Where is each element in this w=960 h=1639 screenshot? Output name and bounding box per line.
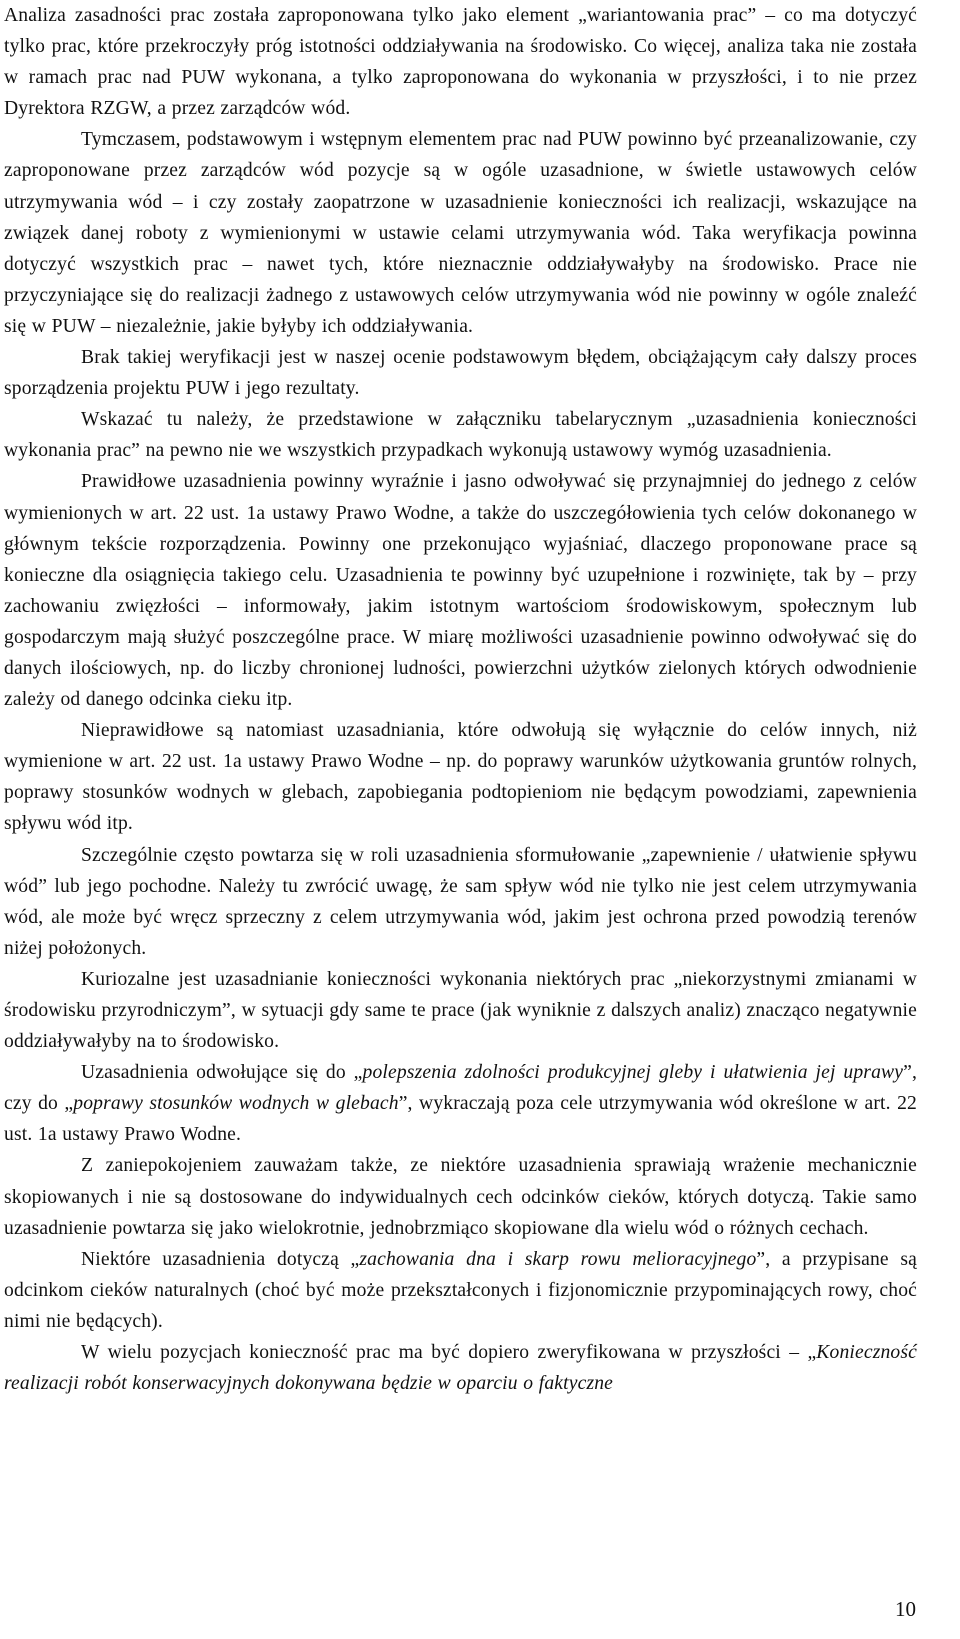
text-run: Uzasadnienia odwołujące się do „ <box>81 1062 363 1084</box>
paragraph <box>4 342 917 404</box>
italic-quote: Konieczność realizacji robót konserwacyjnych dokonywana będzie w oparciu o faktyczne <box>4 1342 917 1395</box>
text-run: Nieprawidłowe są natomiast uzasadniania, które odwołują się wyłącznie do celów innych, niż wymienione w art. 22 ust. 1a ustawy Prawo Wodne – np. do poprawy warunków użytkowania gruntów rolnych, poprawy stosunków wodnych w glebach, zapobiegania podtopieniom nie będącym powodziami, zapewnienia spływu wód itp. <box>4 720 917 835</box>
italic-quote: polepszenia zdolności produkcyjnej gleby i ułatwienia jej uprawy <box>362 1062 904 1084</box>
text-run: ”, a przypisane są odcinkom cieków naturalnych (choć być może przekształconych i fizjonomicznie przypominających rowy, choć nimi nie będących). <box>4 1248 917 1332</box>
text-run: Szczególnie często powtarza się w roli uzasadnienia sformułowanie „zapewnienie / ułatwienie spływu wód” lub jego pochodne. Należy tu zwrócić uwagę, że sam spływ wód nie tylko nie jest celem utrzymywania wód, ale może być wręcz sprzeczny z celem utrzymywania wód, jakim jest ochrona przed powodzią terenów niżej położonych. <box>4 844 917 959</box>
paragraph <box>4 840 917 964</box>
paragraph <box>4 964 917 1057</box>
italic-quote: zachowania dna i skarp rowu melioracyjnego <box>359 1248 757 1270</box>
text-run: Prawidłowe uzasadnienia powinny wyraźnie i jasno odwoływać się przynajmniej do jednego z celów wymienionych w art. 22 ust. 1a ustawy Prawo Wodne, a także do uszczegółowienia tych celów dokonanego w głównym tekście rozporządzenia. Powinny one przekonująco wyjaśniać, dlaczego proponowane prace są konieczne dla osiągnięcia takiego celu. Uzasadnienia te powinny być uzupełnione i rozwinięte, tak by – przy zachowaniu zwięzłości – informowały, jakim istotnym wartościom środowiskowym, społecznym lub gospodarczym mają służyć poszczególne prace. W miarę możliwości uzasadnienie powinno odwoływać się do danych ilościowych, np. do liczby chronionej ludności, powierzchni użytków zielonych których odwodnienie zależy od danego odcinka cieku itp. <box>4 471 917 711</box>
paragraph <box>4 466 917 715</box>
text-run: Z zaniepokojeniem zauważam także, ze niektóre uzasadnienia sprawiają wrażenie mechanicznie skopiowanych i nie są dostosowane do indywidualnych cech odcinków cieków, których dotyczą. Takie samo uzasadnienie powtarza się jako wielokrotnie, jednobrzmiąco skopiowane dla wielu wód o różnych cechach. <box>4 1155 917 1239</box>
text-run: Kuriozalne jest uzasadnianie konieczności wykonania niektórych prac „niekorzystnymi zmianami w środowisku przyrodniczym”, w sytuacji gdy same te prace (jak wyniknie z dalszych analiz) znacząco negatywnie oddziaływałyby na to środowisko. <box>4 968 917 1053</box>
paragraph <box>4 1057 917 1150</box>
paragraph <box>4 715 917 839</box>
paragraph <box>4 0 917 124</box>
paragraph <box>4 1244 917 1337</box>
document-body <box>4 0 917 1399</box>
text-run: ”, wykraczają poza cele utrzymywania wód określone w art. 22 ust. 1a ustawy Prawo Wodne. <box>4 1093 918 1146</box>
text-run: Tymczasem, podstawowym i wstępnym elementem prac nad PUW powinno być przeanalizowanie, czy zaproponowane przez zarządców wód pozycje są w ogóle uzasadnione, w świetle ustawowych celów utrzymywania wód – i czy zostały zaopatrzone w uzasadnienie konieczności ich realizacji, wskazujące na związek danej roboty z wymienionymi w ustawie celami utrzymywania wód. Taka weryfikacja powinna dotyczyć wszystkich prac – nawet tych, które nieznacznie oddziaływałyby na środowisko. Prace nie przyczyniające się do realizacji żadnego z ustawowych celów utrzymywania wód nie powinny w ogóle znaleźć się w PUW – niezależnie, jakie byłyby ich oddziaływania. <box>4 129 917 337</box>
paragraph <box>4 404 917 466</box>
paragraph <box>4 124 917 342</box>
text-run: Wskazać tu należy, że przedstawione w załączniku tabelarycznym „uzasadnienia konieczności wykonania prac” na pewno nie we wszystkich przypadkach wykonują ustawowy wymóg uzasadnienia. <box>4 409 917 462</box>
text-run: Brak takiej weryfikacji jest w naszej ocenie podstawowym błędem, obciążającym cały dalszy proces sporządzenia projektu PUW i jego rezultaty. <box>4 347 917 400</box>
text-run: ”, czy do „ <box>4 1062 917 1115</box>
text-run: W wielu pozycjach konieczność prac ma być dopiero zweryfikowana w przyszłości – „ <box>81 1342 817 1364</box>
text-run: Analiza zasadności prac została zaproponowana tylko jako element „wariantowania prac” – co ma dotyczyć tylko prac, które przekroczyły próg istotności oddziaływania na środowisko. Co więcej, analiza taka nie została w ramach prac nad PUW wykonana, a tylko zaproponowana do wykonania w przyszłości, i to nie przez Dyrektora RZGW, a przez zarządców wód. <box>4 5 917 120</box>
text-run: Niektóre uzasadnienia dotyczą „ <box>81 1248 360 1270</box>
page-number: 10 <box>895 1597 916 1621</box>
italic-quote: poprawy stosunków wodnych w glebach <box>73 1093 399 1115</box>
paragraph <box>4 1150 917 1243</box>
paragraph <box>4 1337 917 1399</box>
